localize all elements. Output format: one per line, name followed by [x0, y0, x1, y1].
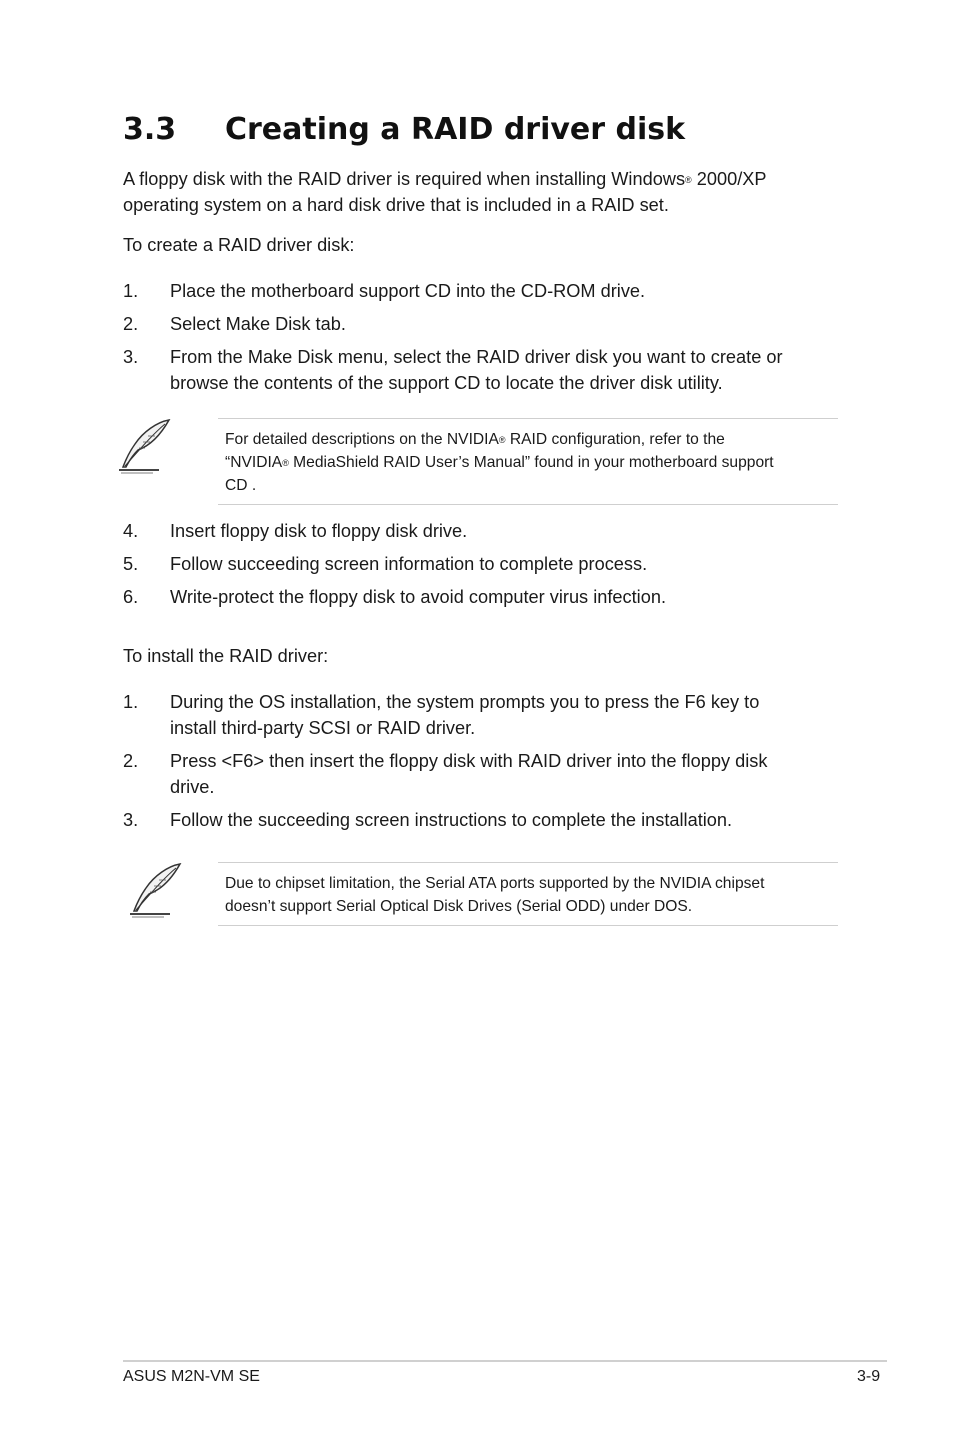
- registered-mark: ®: [282, 458, 289, 468]
- list-text: Write-protect the floppy disk to avoid computer virus infection.: [170, 587, 666, 607]
- list-text: [170, 689, 850, 741]
- feather-pen-icon: [113, 418, 175, 481]
- list-text: [170, 344, 850, 396]
- note-text: [225, 872, 837, 918]
- list-number: 1.: [123, 281, 139, 301]
- note-text-e: CD .: [225, 477, 257, 494]
- list-number: 3.: [123, 347, 139, 367]
- list-text: Insert floppy disk to floppy disk drive.: [170, 521, 468, 541]
- list-text-line2: browse the contents of the support CD to locate the driver disk utility.: [170, 373, 723, 393]
- footer-product-name: ASUS M2N-VM SE: [123, 1368, 260, 1385]
- note-text-line2: doesn’t support Serial Optical Disk Drives (Serial ODD) under DOS.: [225, 898, 693, 915]
- section-title-text: Creating a RAID driver disk: [225, 112, 686, 147]
- list-item: [123, 551, 843, 577]
- intro-paragraph: [123, 166, 843, 218]
- list-number: 2.: [123, 751, 139, 771]
- create-heading: To create a RAID driver disk:: [123, 235, 355, 255]
- note-text-line1: Due to chipset limitation, the Serial ATA ports supported by the NVIDIA chipset: [225, 875, 765, 892]
- list-item: [123, 278, 843, 304]
- list-item: [123, 518, 843, 544]
- list-number: 3.: [123, 810, 139, 830]
- intro-text-line2: operating system on a hard disk drive that is included in a RAID set.: [123, 195, 669, 215]
- note-text-b: RAID configuration, refer to the: [505, 431, 725, 448]
- install-heading: To install the RAID driver:: [123, 646, 329, 666]
- list-number: 2.: [123, 314, 139, 334]
- list-item: [123, 807, 843, 833]
- list-number: 5.: [123, 554, 139, 574]
- registered-mark: ®: [685, 175, 692, 185]
- footer-divider: [123, 1360, 887, 1362]
- list-item: [123, 344, 843, 396]
- list-text: Select Make Disk tab.: [170, 314, 346, 334]
- section-title: [123, 112, 685, 147]
- list-item: [123, 584, 843, 610]
- note-text-d: MediaShield RAID User’s Manual” found in your motherboard support: [288, 454, 774, 471]
- note-box: [218, 862, 838, 926]
- note-text: [225, 428, 837, 497]
- list-item: [123, 748, 843, 800]
- list-text-line2: drive.: [170, 777, 215, 797]
- list-text-line1: During the OS installation, the system prompts you to press the F6 key to: [170, 692, 760, 712]
- note-text-a: For detailed descriptions on the NVIDIA: [225, 431, 499, 448]
- note-text-c: “NVIDIA: [225, 454, 283, 471]
- list-text: Place the motherboard support CD into the CD-ROM drive.: [170, 281, 646, 301]
- list-number: 1.: [123, 692, 139, 712]
- intro-text-b: 2000/XP: [691, 169, 767, 189]
- list-text: [170, 748, 850, 800]
- list-text-line1: From the Make Disk menu, select the RAID driver disk you want to create or: [170, 347, 783, 367]
- feather-pen-icon: [124, 862, 186, 925]
- list-text: Follow the succeeding screen instructions to complete the installation.: [170, 810, 733, 830]
- section-number: 3.3: [123, 112, 177, 147]
- footer-page-number: 3-9: [857, 1368, 881, 1385]
- intro-text-a: A floppy disk with the RAID driver is required when installing Windows: [123, 169, 686, 189]
- list-text: Follow succeeding screen information to complete process.: [170, 554, 648, 574]
- registered-mark: ®: [498, 435, 506, 445]
- list-number: 4.: [123, 521, 139, 541]
- list-item: [123, 311, 843, 337]
- list-item: [123, 689, 843, 741]
- list-number: 6.: [123, 587, 139, 607]
- note-box: [218, 418, 838, 505]
- list-text-line1: Press <F6> then insert the floppy disk with RAID driver into the floppy disk: [170, 751, 768, 771]
- list-text-line2: install third-party SCSI or RAID driver.: [170, 718, 476, 738]
